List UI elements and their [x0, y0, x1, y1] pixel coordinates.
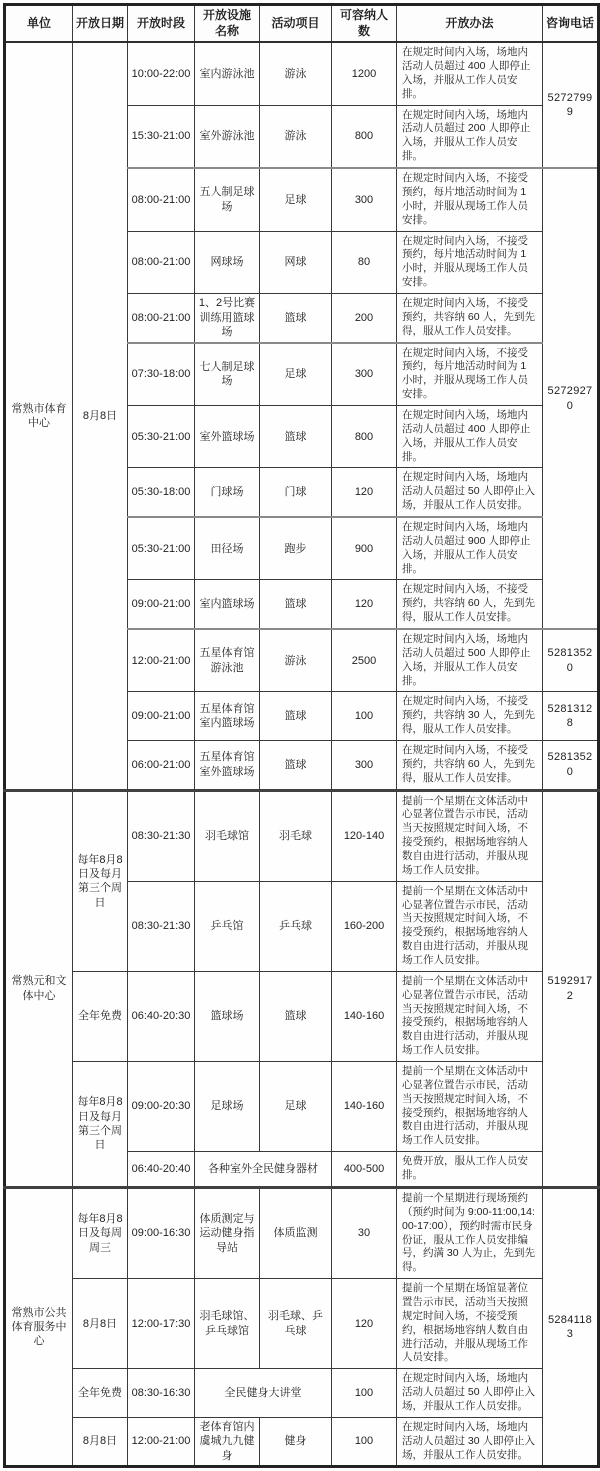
cell-capacity: 300 — [332, 343, 397, 406]
cell-activity: 篮球 — [260, 580, 332, 629]
cell-unit: 常熟市体育中心 — [5, 42, 73, 790]
cell-facility: 1、2号比赛训练用篮球场 — [195, 293, 260, 342]
cell-capacity: 800 — [332, 105, 397, 168]
cell-capacity: 120 — [332, 1279, 397, 1369]
col-header-date: 开放日期 — [73, 5, 128, 43]
cell-facility: 田径场 — [195, 517, 260, 580]
header-row — [5, 5, 599, 43]
table-row — [5, 971, 599, 1061]
cell-phone: 51929172 — [543, 790, 599, 1187]
cell-method: 免费开放，服从工作人员安排。 — [397, 1152, 543, 1188]
cell-time: 08:00-21:00 — [128, 231, 195, 293]
cell-facility: 老体育馆内虞城九九健身 — [195, 1417, 260, 1467]
cell-capacity: 100 — [332, 692, 397, 741]
cell-time: 09:00-20:30 — [128, 1062, 195, 1152]
col-header-activity: 活动项目 — [260, 5, 332, 43]
cell-method: 在规定时间内入场，场地内活动人员超过 400 人即停止入场，并服从工作人员安排。 — [397, 42, 543, 105]
cell-facility: 七人制足球场 — [195, 343, 260, 406]
cell-phone: 52813128 — [543, 692, 599, 741]
cell-time: 09:00-21:00 — [128, 580, 195, 629]
cell-capacity: 100 — [332, 1369, 397, 1418]
cell-time: 08:30-16:30 — [128, 1369, 195, 1418]
cell-activity: 乒乓球 — [260, 881, 332, 971]
cell-date: 全年免费 — [73, 971, 128, 1061]
cell-capacity: 200 — [332, 293, 397, 342]
cell-capacity: 140-160 — [332, 1062, 397, 1152]
cell-method: 在规定时间内入场，不接受预约，共容纳 60 人，先到先得，服从工作人员安排。 — [397, 293, 543, 342]
cell-activity: 足球 — [260, 343, 332, 406]
cell-method: 在规定时间内入场，场地内活动人员超过 50 人即停止入场，并服从工作人员安排。 — [397, 1369, 543, 1418]
cell-method: 在规定时间内入场，场地内活动人员超过 400 人即停止入场，并服从工作人员安排。 — [397, 405, 543, 467]
cell-method: 提前一个星期在场馆显著位置告示市民，活动当天按照规定时间入场，不接受预约，根据场地容纳人数自由进行活动，并服从现场工作人员安排。 — [397, 1279, 543, 1369]
cell-facility: 羽毛球馆、乒乓球馆 — [195, 1279, 260, 1369]
cell-time: 09:00-16:30 — [128, 1187, 195, 1278]
cell-activity: 游泳 — [260, 42, 332, 105]
table-row — [5, 1187, 599, 1278]
cell-facility: 室外游泳池 — [195, 105, 260, 168]
cell-time: 08:00-21:00 — [128, 293, 195, 342]
cell-capacity: 300 — [332, 168, 397, 231]
cell-time: 15:30-21:00 — [128, 105, 195, 168]
cell-activity: 体质监测 — [260, 1187, 332, 1278]
cell-time: 12:00-21:00 — [128, 1417, 195, 1467]
cell-date: 8月8日 — [73, 1417, 128, 1467]
table-row — [5, 1369, 599, 1418]
cell-activity: 篮球 — [260, 741, 332, 791]
col-header-facility: 开放设施名称 — [195, 5, 260, 43]
cell-time: 08:30-21:30 — [128, 881, 195, 971]
cell-time: 07:30-18:00 — [128, 343, 195, 406]
cell-time: 08:30-21:30 — [128, 790, 195, 881]
cell-capacity: 140-160 — [332, 971, 397, 1061]
cell-facility: 五星体育馆游泳池 — [195, 629, 260, 692]
cell-time: 05:30-18:00 — [128, 468, 195, 517]
cell-activity: 篮球 — [260, 293, 332, 342]
cell-phone: 52813520 — [543, 741, 599, 791]
cell-activity: 羽毛球、乒乓球 — [260, 1279, 332, 1369]
cell-time: 06:40-20:30 — [128, 971, 195, 1061]
cell-method: 在规定时间内入场，不接受预约，共容纳 60 人，先到先得，服从工作人员安排。 — [397, 741, 543, 791]
cell-method: 在规定时间内入场，不接受预约，每片地活动时间为 1 小时，并服从现场工作人员安排。 — [397, 343, 543, 406]
table-row — [5, 1417, 599, 1467]
cell-method: 在规定时间内入场，不接受预约，共容纳 30 人，先到先得，服从工作人员安排。 — [397, 692, 543, 741]
cell-capacity: 160-200 — [332, 881, 397, 971]
cell-activity: 羽毛球 — [260, 790, 332, 881]
cell-facility: 篮球场 — [195, 971, 260, 1061]
cell-capacity: 300 — [332, 741, 397, 791]
cell-capacity: 120 — [332, 468, 397, 517]
cell-activity: 足球 — [260, 168, 332, 231]
cell-activity: 篮球 — [260, 971, 332, 1061]
cell-activity: 健身 — [260, 1417, 332, 1467]
cell-unit: 常熟市公共体育服务中心 — [5, 1187, 73, 1466]
cell-activity: 门球 — [260, 468, 332, 517]
col-header-capacity: 可容纳人数 — [332, 5, 397, 43]
cell-phone: 52813520 — [543, 629, 599, 692]
cell-method: 在规定时间内入场，场地内活动人员超过 50 人即停止入场，并服从工作人员安排。 — [397, 468, 543, 517]
cell-date: 每年8月8日及每周周三 — [73, 1187, 128, 1278]
cell-capacity: 900 — [332, 517, 397, 580]
cell-time: 12:00-17:30 — [128, 1279, 195, 1369]
cell-facility: 五星体育馆室外篮球场 — [195, 741, 260, 791]
cell-method: 在规定时间内入场，不接受预约，共容纳 60 人，先到先得，服从工作人员安排。 — [397, 580, 543, 629]
cell-capacity: 400-500 — [332, 1152, 397, 1188]
cell-method: 在规定时间内入场，场地内活动人员超过 30 人即停止入场，并服从工作人员安排。 — [397, 1417, 543, 1467]
cell-facility: 门球场 — [195, 468, 260, 517]
cell-time: 05:30-21:00 — [128, 405, 195, 467]
cell-unit: 常熟元和文体中心 — [5, 790, 73, 1187]
cell-activity: 网球 — [260, 231, 332, 293]
cell-method: 提前一个星期在文体活动中心显著位置告示市民，活动当天按照规定时间入场，不接受预约，根据场地容纳人数自由进行活动，并服从现场工作人员安排。 — [397, 971, 543, 1061]
cell-date: 每年8月8日及每月第三个周日 — [73, 1062, 128, 1188]
cell-method: 在规定时间内入场，场地内活动人员超过 200 人即停止入场，并服从工作人员安排。 — [397, 105, 543, 168]
table-row — [5, 790, 599, 881]
cell-facility: 五人制足球场 — [195, 168, 260, 231]
cell-capacity: 1200 — [332, 42, 397, 105]
cell-method: 在规定时间内入场，场地内活动人员超过 500 人即停止入场，并服从工作人员安排。 — [397, 629, 543, 692]
table-row — [5, 42, 599, 105]
cell-activity: 足球 — [260, 1062, 332, 1152]
cell-method: 在规定时间内入场，不接受预约，每片地活动时间为 1 小时，并服从现场工作人员安排。 — [397, 231, 543, 293]
cell-time: 12:00-21:00 — [128, 629, 195, 692]
table-row — [5, 1279, 599, 1369]
cell-facility: 各种室外全民健身器材 — [195, 1152, 332, 1188]
cell-capacity: 120 — [332, 580, 397, 629]
cell-date: 8月8日 — [73, 42, 128, 790]
cell-facility: 羽毛球馆 — [195, 790, 260, 881]
col-header-method: 开放办法 — [397, 5, 543, 43]
cell-facility: 全民健身大讲堂 — [195, 1369, 332, 1418]
cell-time: 08:00-21:00 — [128, 168, 195, 231]
cell-method: 在规定时间内入场，场地内活动人员超过 900 人即停止入场，并服从工作人员安排。 — [397, 517, 543, 580]
cell-phone: 52729270 — [543, 168, 599, 629]
cell-facility: 足球场 — [195, 1062, 260, 1152]
cell-facility: 网球场 — [195, 231, 260, 293]
cell-facility: 五星体育馆室内篮球场 — [195, 692, 260, 741]
cell-method: 提前一个星期在文体活动中心显著位置告示市民，活动当天按照规定时间入场，不接受预约，根据场地容纳人数自由进行活动，并服从现场工作人员安排。 — [397, 790, 543, 881]
cell-time: 06:40-20:40 — [128, 1152, 195, 1188]
col-header-unit: 单位 — [5, 5, 73, 43]
cell-method: 提前一个星期在文体活动中心显著位置告示市民，活动当天按照规定时间入场，不接受预约，根据场地容纳人数自由进行活动，并服从现场工作人员安排。 — [397, 881, 543, 971]
cell-capacity: 80 — [332, 231, 397, 293]
cell-time: 10:00-22:00 — [128, 42, 195, 105]
cell-facility: 室内篮球场 — [195, 580, 260, 629]
cell-date: 全年免费 — [73, 1369, 128, 1418]
cell-phone: 52841183 — [543, 1187, 599, 1466]
cell-method: 在规定时间内入场，不接受预约，每片地活动时间为 1 小时，并服从现场工作人员安排。 — [397, 168, 543, 231]
cell-date: 每年8月8日及每月第三个周日 — [73, 790, 128, 971]
cell-method: 提前一个星期在文体活动中心显著位置告示市民，活动当天按照规定时间入场，不接受预约，根据场地容纳人数自由进行活动，并服从现场工作人员安排。 — [397, 1062, 543, 1152]
cell-activity: 篮球 — [260, 692, 332, 741]
cell-time: 05:30-21:00 — [128, 517, 195, 580]
cell-date: 8月8日 — [73, 1279, 128, 1369]
cell-time: 06:00-21:00 — [128, 741, 195, 791]
cell-activity: 游泳 — [260, 629, 332, 692]
cell-activity: 篮球 — [260, 405, 332, 467]
cell-capacity: 100 — [332, 1417, 397, 1467]
facility-opening-table — [3, 3, 600, 1468]
col-header-phone: 咨询电话 — [543, 5, 599, 43]
cell-time: 09:00-21:00 — [128, 692, 195, 741]
cell-phone: 52727999 — [543, 42, 599, 168]
cell-capacity: 30 — [332, 1187, 397, 1278]
col-header-time: 开放时段 — [128, 5, 195, 43]
cell-capacity: 800 — [332, 405, 397, 467]
cell-facility: 室外篮球场 — [195, 405, 260, 467]
cell-activity: 游泳 — [260, 105, 332, 168]
cell-facility: 体质测定与运动健身指导站 — [195, 1187, 260, 1278]
cell-method: 提前一个星期进行现场预约（预约时间为 9:00-11:00,14:00-17:00），预约时需市民身份证，服从工作人员安排编号，约满 30 人为止，先到先得。 — [397, 1187, 543, 1278]
cell-facility: 乒乓馆 — [195, 881, 260, 971]
cell-capacity: 120-140 — [332, 790, 397, 881]
cell-facility: 室内游泳池 — [195, 42, 260, 105]
table-row — [5, 1062, 599, 1152]
cell-capacity: 2500 — [332, 629, 397, 692]
cell-activity: 跑步 — [260, 517, 332, 580]
